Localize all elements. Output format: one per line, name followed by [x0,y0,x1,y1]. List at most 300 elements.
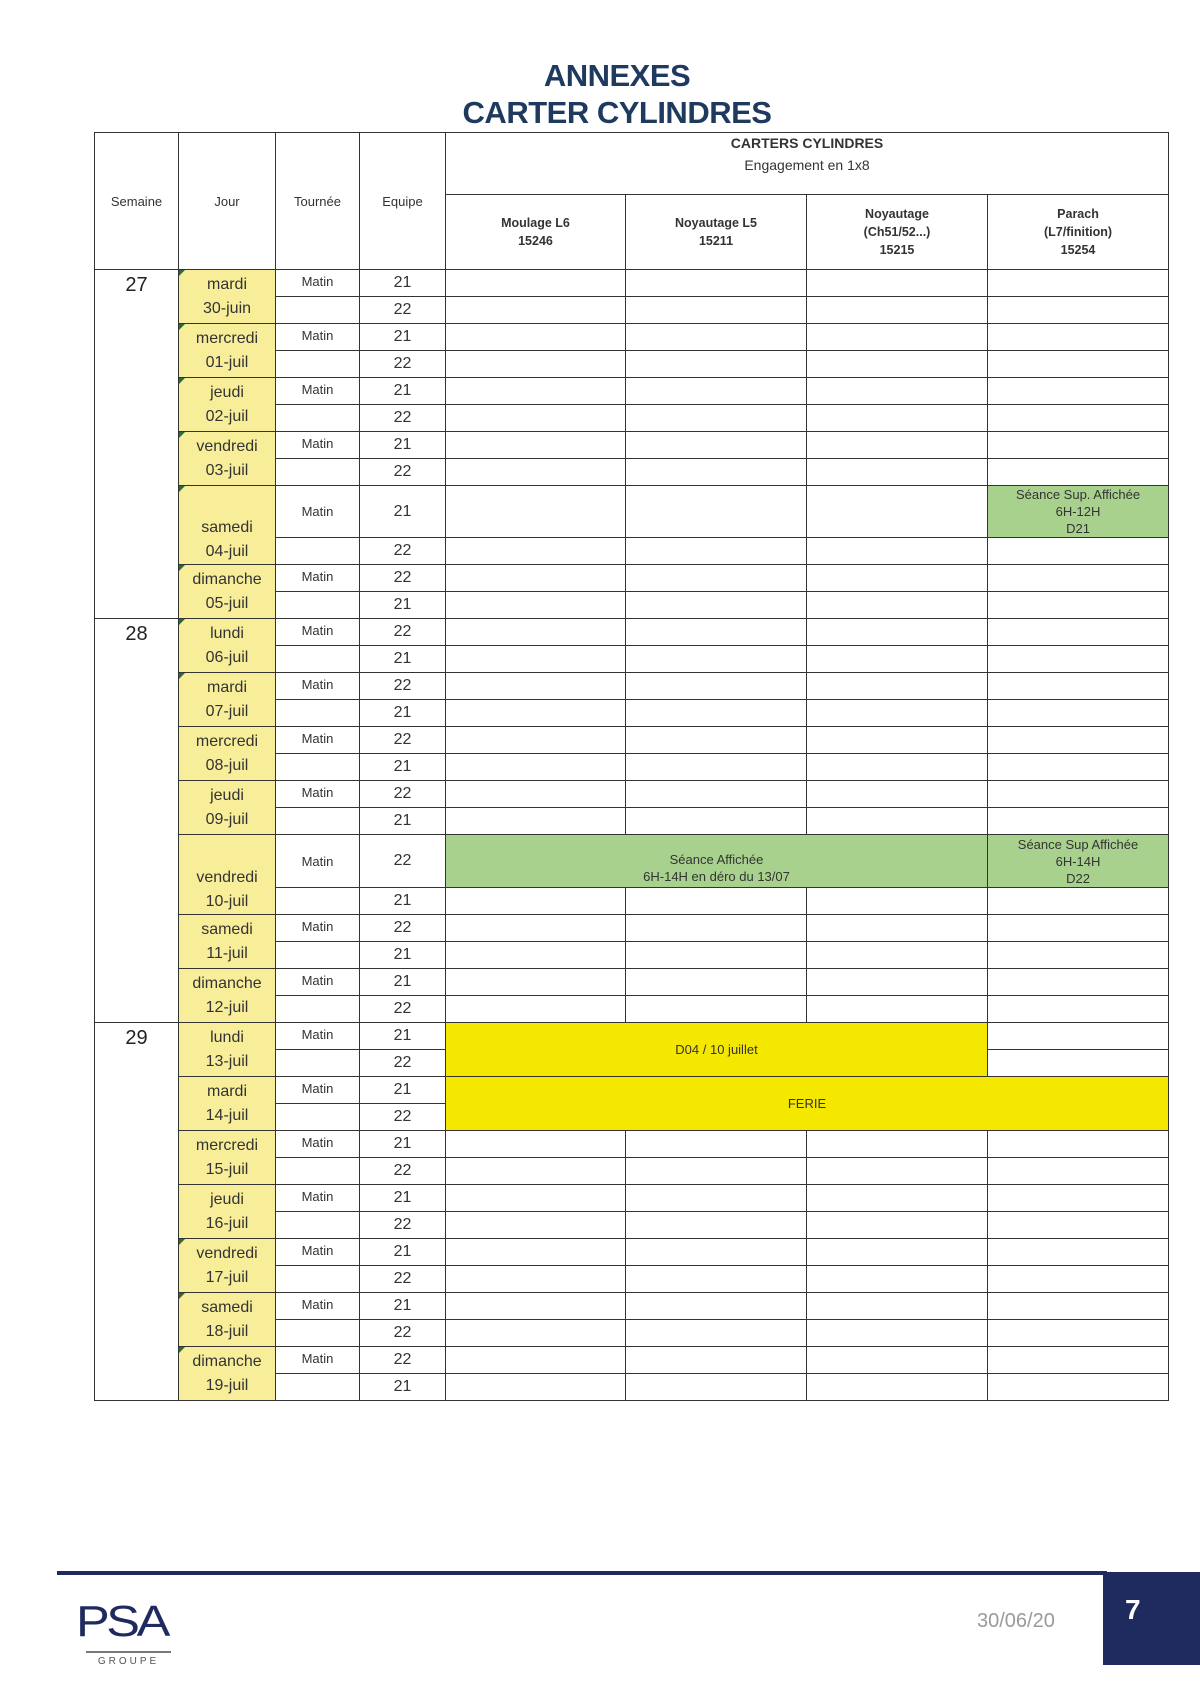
day-date: 10-juil [205,893,249,910]
data-cell [807,781,988,808]
data-cell [446,297,626,324]
day-cell [179,1347,276,1401]
day-name: jeudi [210,786,244,804]
data-cell [988,1347,1169,1374]
data-cell [626,1131,807,1158]
day-name: dimanche [192,974,262,992]
data-cell [807,969,988,996]
data-cell [807,1239,988,1266]
data-cell [988,754,1169,781]
day-name: jeudi [210,383,244,401]
tournee-cell [276,1158,360,1185]
week-number: 27 [95,270,179,619]
logo-subtext: GROUPE [97,1656,160,1667]
equipe-cell: 21 [360,1077,446,1104]
equipe-cell: 22 [360,351,446,378]
tournee-cell [276,996,360,1023]
day-date: 30-juin [202,299,252,317]
data-cell [626,324,807,351]
day-name: lundi [210,624,244,642]
equipe-cell: 21 [360,888,446,915]
data-cell [988,1374,1169,1401]
data-cell [807,754,988,781]
data-cell [807,915,988,942]
day-date: 03-juil [205,461,249,479]
data-cell [626,673,807,700]
data-cell [446,459,626,486]
data-cell [807,727,988,754]
equipe-cell: 21 [360,378,446,405]
data-cell [988,808,1169,835]
header-group [446,133,1169,195]
data-cell [626,538,807,565]
data-cell [446,646,626,673]
equipe-cell: 22 [360,538,446,565]
data-cell [988,1131,1169,1158]
data-cell [807,1185,988,1212]
header-col-noyautage: Noyautage (Ch51/52...) 15215 [807,195,988,270]
data-cell [626,432,807,459]
group-subtitle: Engagement en 1x8 [744,157,870,173]
data-cell [446,1347,626,1374]
data-cell [626,378,807,405]
data-cell [988,324,1169,351]
data-cell [807,378,988,405]
data-cell [807,808,988,835]
day-cell [179,432,276,486]
header-col-moulage: Moulage L6 15246 [446,195,626,270]
tournee-cell: Matin [276,1077,360,1104]
group-title: CARTERS CYLINDRES [730,135,884,151]
data-cell [626,888,807,915]
tournee-cell [276,351,360,378]
tournee-cell [276,700,360,727]
day-cell [179,835,276,915]
day-date: 13-juil [205,1052,249,1070]
equipe-cell: 22 [360,1050,446,1077]
data-cell [807,297,988,324]
footer-date: 30/06/20 [977,1610,1055,1632]
data-cell [807,619,988,646]
equipe-cell: 22 [360,1212,446,1239]
day-cell [179,781,276,835]
data-cell [626,781,807,808]
day-name: mardi [206,275,247,293]
equipe-cell: 22 [360,405,446,432]
day-cell [179,565,276,619]
data-cell [626,996,807,1023]
data-cell [446,592,626,619]
day-date: 12-juil [205,998,249,1016]
day-date: 02-juil [205,407,249,425]
data-cell [446,673,626,700]
data-cell [988,942,1169,969]
equipe-cell: 21 [360,1374,446,1401]
day-name: mercredi [195,1136,259,1154]
data-cell [446,432,626,459]
day-cell [179,673,276,727]
tournee-cell: Matin [276,619,360,646]
data-cell [626,486,807,538]
data-cell [446,754,626,781]
header-semaine: Semaine [95,133,179,270]
equipe-cell: 21 [360,324,446,351]
day-date: 05-juil [205,594,249,612]
tournee-cell: Matin [276,565,360,592]
day-date: 15-juil [205,1160,249,1178]
tournee-cell [276,1212,360,1239]
equipe-cell: 21 [360,700,446,727]
annotation-ferie: FERIE [446,1077,1169,1131]
comment-marker-icon [179,432,185,438]
data-cell [446,270,626,297]
data-cell [626,915,807,942]
data-cell [626,700,807,727]
data-cell [626,1293,807,1320]
comment-marker-icon [179,378,185,384]
day-cell [179,378,276,432]
data-cell [807,942,988,969]
logo-text: PSA [76,1597,167,1646]
data-cell [807,1374,988,1401]
day-cell [179,969,276,1023]
data-cell [446,781,626,808]
data-cell [988,1320,1169,1347]
data-cell [807,1266,988,1293]
data-cell [988,538,1169,565]
equipe-cell: 21 [360,1185,446,1212]
page-title-annexes: ANNEXES [543,58,691,93]
data-cell [807,1131,988,1158]
data-cell [988,565,1169,592]
day-name: vendredi [196,437,258,455]
data-cell [807,459,988,486]
tournee-cell [276,1050,360,1077]
day-date: 16-juil [205,1214,249,1232]
data-cell [446,969,626,996]
data-cell [446,808,626,835]
data-cell [807,646,988,673]
day-name: vendredi [196,1244,258,1262]
equipe-cell: 22 [360,1104,446,1131]
page-title-carter: CARTER CYLINDRES [462,95,772,130]
data-cell [807,888,988,915]
tournee-cell [276,405,360,432]
equipe-cell: 22 [360,619,446,646]
equipe-cell: 21 [360,1023,446,1050]
data-cell [626,1374,807,1401]
tournee-cell: Matin [276,270,360,297]
tournee-cell [276,646,360,673]
data-cell [988,1050,1169,1077]
data-cell [988,592,1169,619]
data-cell [807,324,988,351]
day-date: 06-juil [205,648,249,666]
data-cell [626,727,807,754]
tournee-cell [276,538,360,565]
tournee-cell [276,459,360,486]
data-cell [807,351,988,378]
data-cell [807,1347,988,1374]
data-cell [807,270,988,297]
tournee-cell [276,1266,360,1293]
data-cell [626,1266,807,1293]
data-cell [626,1185,807,1212]
equipe-cell: 21 [360,1131,446,1158]
data-cell [626,619,807,646]
data-cell [626,459,807,486]
day-date: 08-juil [205,756,249,774]
data-cell [988,915,1169,942]
day-name: samedi [201,1298,253,1316]
data-cell [446,1158,626,1185]
day-cell [179,1131,276,1185]
day-date: 09-juil [205,810,249,828]
comment-marker-icon [179,673,185,679]
equipe-cell: 21 [360,969,446,996]
data-cell [807,405,988,432]
data-cell [988,969,1169,996]
tournee-cell [276,592,360,619]
equipe-cell: 22 [360,915,446,942]
day-cell [179,270,276,324]
tournee-cell: Matin [276,1239,360,1266]
data-cell [988,351,1169,378]
annotation-seance-sup: Séance Sup. Affichée 6H-12H D21 [988,486,1169,538]
tournee-cell [276,1374,360,1401]
day-name: dimanche [192,1352,262,1370]
day-name: mardi [206,1082,247,1100]
data-cell [626,270,807,297]
tournee-cell [276,888,360,915]
data-cell [988,619,1169,646]
tournee-cell [276,297,360,324]
equipe-cell: 21 [360,432,446,459]
data-cell [807,700,988,727]
data-cell [626,646,807,673]
equipe-cell: 22 [360,1347,446,1374]
data-cell [446,538,626,565]
data-cell [446,700,626,727]
data-cell [446,1185,626,1212]
tournee-cell: Matin [276,1131,360,1158]
data-cell [446,1266,626,1293]
comment-marker-icon [179,1239,185,1245]
data-cell [807,565,988,592]
equipe-cell: 21 [360,942,446,969]
week-number: 29 [95,1023,179,1401]
comment-marker-icon [179,270,185,276]
day-cell [179,727,276,781]
equipe-cell: 21 [360,1239,446,1266]
annotation-seance-affichee: Séance Affichée 6H-14H en déro du 13/07 [446,835,988,888]
equipe-cell: 21 [360,270,446,297]
data-cell [626,808,807,835]
data-cell [626,351,807,378]
tournee-cell: Matin [276,1185,360,1212]
equipe-cell: 22 [360,565,446,592]
data-cell [626,1158,807,1185]
data-cell [626,592,807,619]
data-cell [446,565,626,592]
equipe-cell: 22 [360,673,446,700]
data-cell [626,969,807,996]
day-name: vendredi [196,869,258,886]
day-name: samedi [201,519,253,536]
data-cell [988,1266,1169,1293]
comment-marker-icon [179,1293,185,1299]
tournee-cell: Matin [276,432,360,459]
data-cell [988,646,1169,673]
schedule-table [94,132,1169,1401]
comment-marker-icon [179,324,185,330]
tournee-cell: Matin [276,781,360,808]
tournee-cell: Matin [276,915,360,942]
tournee-cell: Matin [276,324,360,351]
data-cell [446,915,626,942]
data-cell [988,1158,1169,1185]
footer-divider [57,1571,1107,1575]
data-cell [446,1239,626,1266]
data-cell [988,727,1169,754]
data-cell [626,405,807,432]
data-cell [988,270,1169,297]
data-cell [807,538,988,565]
tournee-cell [276,1104,360,1131]
data-cell [988,297,1169,324]
header-col-parach: Parach (L7/finition) 15254 [988,195,1169,270]
data-cell [807,1320,988,1347]
equipe-cell: 22 [360,1158,446,1185]
data-cell [446,996,626,1023]
data-cell [988,781,1169,808]
day-name: mercredi [195,732,259,750]
day-date: 18-juil [205,1322,249,1340]
equipe-cell: 21 [360,808,446,835]
day-name: jeudi [210,1190,244,1208]
data-cell [988,1239,1169,1266]
data-cell [807,1293,988,1320]
data-cell [807,1158,988,1185]
header-equipe: Equipe [360,133,446,270]
tournee-cell [276,942,360,969]
comment-marker-icon [179,619,185,625]
header-tournee: Tournée [276,133,360,270]
data-cell [626,1239,807,1266]
data-cell [626,565,807,592]
data-cell [626,1212,807,1239]
tournee-cell: Matin [276,1293,360,1320]
data-cell [626,297,807,324]
data-cell [988,1185,1169,1212]
day-name: dimanche [192,570,262,588]
tournee-cell: Matin [276,486,360,538]
data-cell [446,888,626,915]
equipe-cell: 21 [360,754,446,781]
data-cell [988,405,1169,432]
comment-marker-icon [179,486,185,492]
data-cell [988,378,1169,405]
data-cell [446,1212,626,1239]
data-cell [446,486,626,538]
equipe-cell: 22 [360,1320,446,1347]
data-cell [446,619,626,646]
comment-marker-icon [179,1347,185,1353]
data-cell [988,700,1169,727]
tournee-cell: Matin [276,1347,360,1374]
day-name: samedi [201,920,253,938]
day-cell [179,486,276,565]
data-cell [446,727,626,754]
tournee-cell: Matin [276,378,360,405]
data-cell [446,1293,626,1320]
data-cell [446,942,626,969]
data-cell [626,942,807,969]
data-cell [807,673,988,700]
equipe-cell: 22 [360,835,446,888]
tournee-cell: Matin [276,1023,360,1050]
day-cell [179,1293,276,1347]
annotation-d04: D04 / 10 juillet [446,1023,988,1077]
day-cell [179,1239,276,1293]
header-jour: Jour [179,133,276,270]
page-number: 7 [1125,1594,1141,1625]
data-cell [988,1023,1169,1050]
day-cell [179,1023,276,1077]
data-cell [626,754,807,781]
equipe-cell: 21 [360,592,446,619]
day-date: 01-juil [205,353,249,371]
day-cell [179,1077,276,1131]
equipe-cell: 21 [360,1293,446,1320]
tournee-cell [276,754,360,781]
data-cell [446,405,626,432]
data-cell [807,1212,988,1239]
equipe-cell: 22 [360,297,446,324]
day-date: 04-juil [205,543,249,560]
day-date: 14-juil [205,1106,249,1124]
equipe-cell: 22 [360,727,446,754]
logo-divider [86,1651,171,1653]
data-cell [446,378,626,405]
header-col-noyautage-l5: Noyautage L5 15211 [626,195,807,270]
equipe-cell: 21 [360,486,446,538]
equipe-cell: 22 [360,996,446,1023]
tournee-cell: Matin [276,969,360,996]
day-date: 17-juil [205,1268,249,1286]
comment-marker-icon [179,565,185,571]
day-date: 19-juil [205,1376,249,1394]
annotation-seance-sup: Séance Sup Affichée 6H-14H D22 [988,835,1169,888]
tournee-cell [276,808,360,835]
data-cell [807,592,988,619]
data-cell [626,1347,807,1374]
tournee-cell: Matin [276,727,360,754]
data-cell [988,432,1169,459]
data-cell [626,1320,807,1347]
data-cell [988,996,1169,1023]
tournee-cell [276,1320,360,1347]
day-date: 11-juil [206,944,248,962]
day-cell [179,324,276,378]
data-cell [446,1320,626,1347]
day-name: mercredi [195,329,259,347]
data-cell [988,459,1169,486]
data-cell [446,324,626,351]
equipe-cell: 22 [360,781,446,808]
data-cell [446,1131,626,1158]
day-name: mardi [206,678,247,696]
